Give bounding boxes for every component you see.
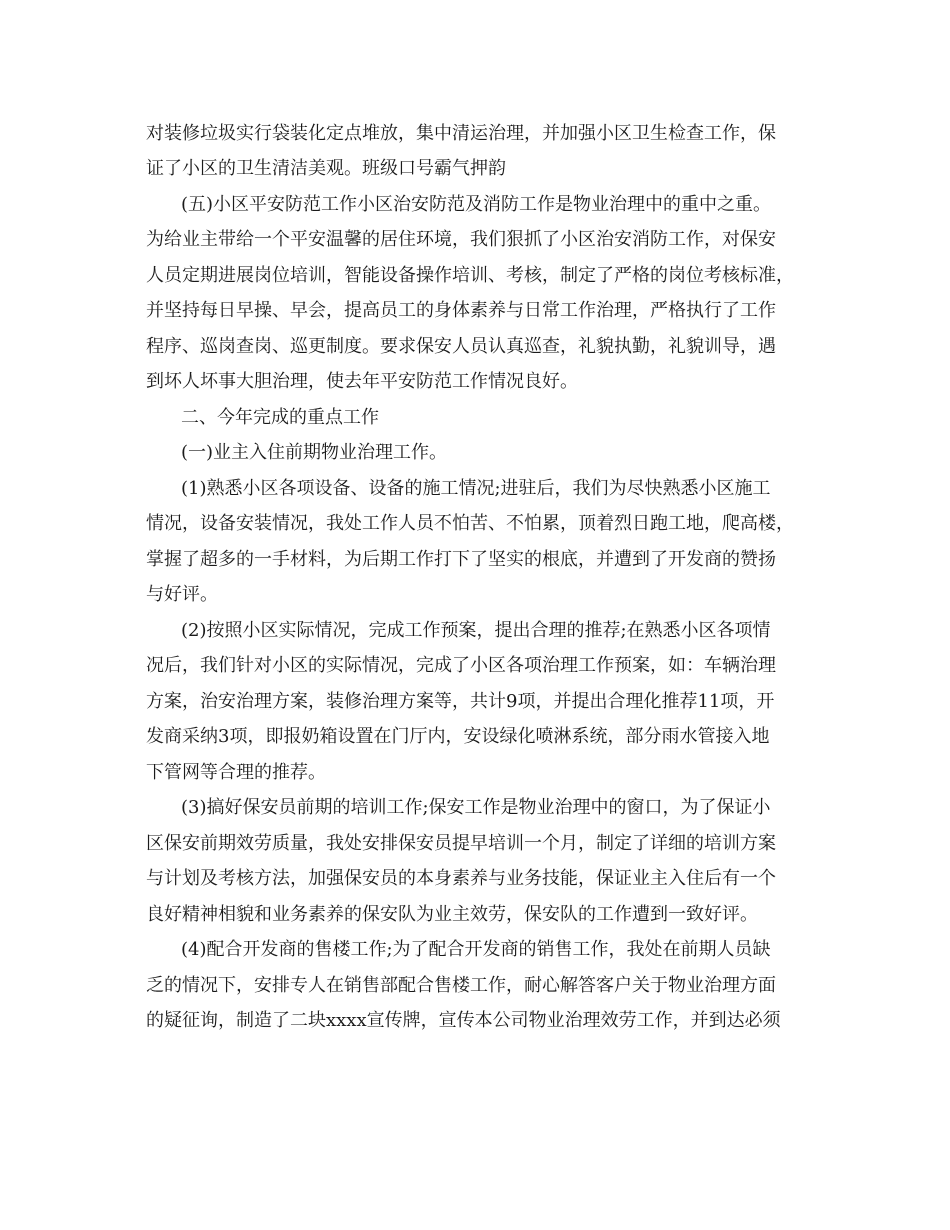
text-line: 下管网等合理的推荐。 [146, 762, 326, 783]
text-line: (4)配合开发商的售楼工作;为了配合开发商的销售工作，我处在前期人员缺 [181, 939, 771, 960]
text-line: 为给业主带给一个平安温馨的居住环境，我们狠抓了小区治安消防工作，对保安 [146, 229, 776, 250]
text-line: 发商采纳3项，即报奶箱设置在门厅内，安设绿化喷淋系统，部分雨水管接入地 [146, 726, 770, 747]
text-line: 的疑征询，制造了二块xxxx宣传牌，宣传本公司物业治理效劳工作，并到达必须 [146, 1010, 781, 1031]
text-line: 区保安前期效劳质量，我处安排保安员提早培训一个月，制定了详细的培训方案 [146, 833, 776, 854]
text-line: 并坚持每日早操、早会，提高员工的身体素养与日常工作治理，严格执行了工作 [146, 300, 776, 321]
text-line: (2)按照小区实际情况，完成工作预案，提出合理的推荐;在熟悉小区各项情 [181, 620, 771, 641]
text-line: 程序、巡岗查岗、巡更制度。要求保安人员认真巡查，礼貌执勤，礼貌训导，遇 [146, 336, 776, 357]
text-line: (3)搞好保安员前期的培训工作;保安工作是物业治理中的窗口，为了保证小 [181, 797, 771, 818]
text-line: 乏的情况下，安排专人在销售部配合售楼工作，耐心解答客户关于物业治理方面 [146, 975, 776, 996]
text-line: 人员定期进展岗位培训，智能设备操作培训、考核，制定了严格的岗位考核标准， [146, 265, 794, 286]
text-line: 对装修垃圾实行袋装化定点堆放，集中清运治理，并加强小区卫生检查工作，保 [146, 123, 776, 144]
text-line: 良好精神相貌和业务素养的保安队为业主效劳，保安队的工作遭到一致好评。 [146, 904, 758, 925]
subsection-heading: (一)业主入住前期物业治理工作。 [181, 442, 448, 463]
text-line: 到坏人坏事大胆治理，使去年平安防范工作情况良好。 [146, 371, 578, 392]
text-line: 证了小区的卫生清洁美观。班级口号霸气押韵 [146, 158, 506, 179]
text-line: 掌握了超多的一手材料，为后期工作打下了坚实的根底，并遭到了开发商的赞扬 [146, 549, 776, 570]
text-line: 与好评。 [146, 584, 218, 605]
text-line: 方案，治安治理方案，装修治理方案等，共计9项，并提出合理化推荐11项，开 [146, 691, 775, 712]
text-line: 情况，设备安装情况，我处工作人员不怕苦、不怕累，顶着烈日跑工地，爬高楼， [146, 513, 794, 534]
text-line: 与计划及考核方法，加强保安员的本身素养与业务技能，保证业主入住后有一个 [146, 868, 776, 889]
section-heading: (五)小区平安防范工作小区治安防范及消防工作是物业治理中的重中之重。 [181, 194, 772, 215]
text-line: (1)熟悉小区各项设备、设备的施工情况;进驻后，我们为尽快熟悉小区施工 [181, 478, 771, 499]
section-heading: 二、今年完成的重点工作 [181, 407, 379, 428]
text-line: 况后，我们针对小区的实际情况，完成了小区各项治理工作预案，如：车辆治理 [146, 655, 776, 676]
